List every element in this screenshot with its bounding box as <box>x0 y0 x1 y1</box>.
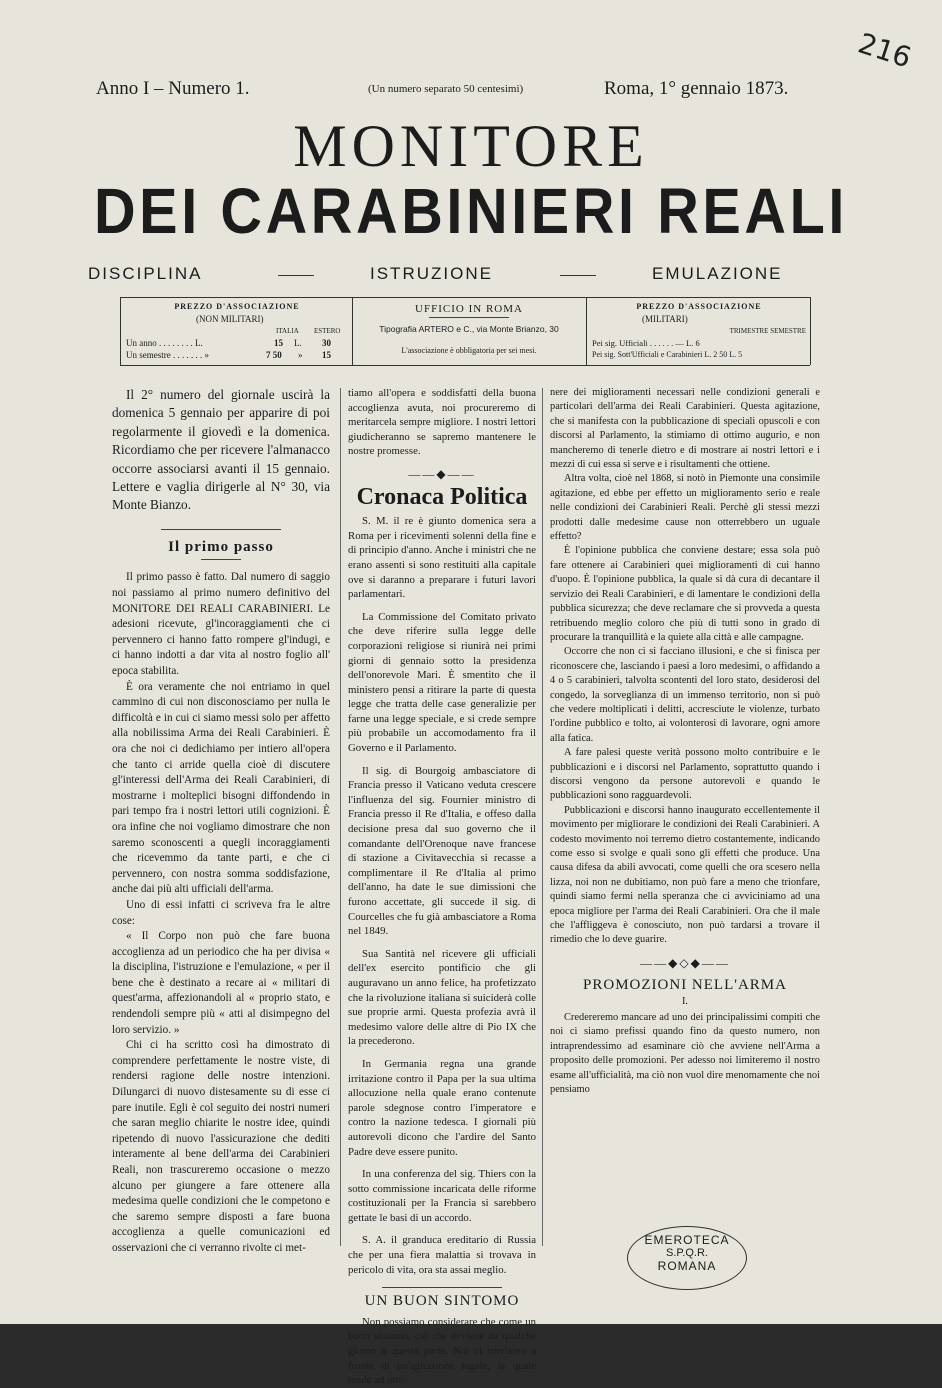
news-item: In Germania regna una grande irritazione contro il Papa per la sua ultima allocuzione nella quale erano contenute parole sdegnose contro l'imperatore e contro la nazione tedesca. I giornali più autorevoli dicono che l'ardire del Santo Padre deve essere punito. <box>348 1057 536 1158</box>
motto-divider <box>278 275 314 276</box>
ornament-divider: ——◆◇◆—— <box>640 955 730 970</box>
article-paragraph: È l'opinione pubblica che conviene destare; essa sola può fare ottenere ai Carabinieri quei miglioramenti di cui hanno d'uopo. È l'opinione pubblica, la quale si dà cura di decantare il servizio dei Reali Carabinieri, e di lamentare le condizioni della pubblica sicurezza; che deve reclamare che si provveda a questa retribuendo meglio coloro che più di tutti sono in grado di procurare la tranquillità e la quiete alla città e alle campagne. <box>550 545 820 643</box>
article-paragraph: È ora veramente che noi entriamo in quel cammino di cui non disconosciamo per nulla le difficoltà e in cui ci siamo messi solo per affetto alla nobilissima Arma dei Reali Carabinieri. È ora che noi ci dedichiamo per intiero all'opera che tanto ci arride quella cioè di discutere gl'interessi dell'Arma dei Reali Carabinieri, di mostrarne i molteplici bisogni diffondendo in pari tempo fra i nostri lettori utili cognizioni. È ora infine che noi vogliamo dimostrare che non saremo sconoscenti a quegli incoraggiamenti che ricevemmo da tante parti, e che ci pervennero, con nostra somma soddisfazione, anche dai più alti ufficiali dell'arma. <box>112 680 330 896</box>
box-divider-rule <box>586 297 587 365</box>
office-address: Tipografia ARTERO e C., via Monte Brianzo, 30 <box>379 324 559 334</box>
price-civilian-heading: PREZZO D'ASSOCIAZIONE <box>174 302 300 311</box>
row-semester-estero: 15 <box>322 350 331 360</box>
article-quote: « Il Corpo non può che fare buona accoglienza ad un periodico che ha per divisa « la disciplina, l'istruzione e l'emulazione, « per il bene che è destinato a recare ai « militari di quest'arma, affezionandoli al « proprio stato, e rendendoli sempre più « atti al disimpegno del loro servizio. » <box>112 930 330 1036</box>
office-info <box>358 303 580 357</box>
motto-instruction: ISTRUZIONE <box>370 264 493 283</box>
article-heading-cronaca: Cronaca Politica <box>356 483 528 510</box>
column-1 <box>112 386 330 1257</box>
article-continuation: nere dei miglioramenti necessari nelle condizioni generali e particolari dell'arma dei Reali Carabinieri. Questa agitazione, che si manifesta con la pubblicazione di speciali opuscoli e con discorsi al Parlamento, la stimiamo di ottimo augurio, e non mancheremo di tenerle dietro e di mostrare ai nostri lettori e i mezzi di cui essa si serve e i risultamenti che ottiene. <box>550 387 820 471</box>
heading-rule <box>201 559 241 560</box>
row-year-currency: L. <box>294 338 302 348</box>
row-year-italia: 15 <box>274 338 283 348</box>
library-stamp <box>627 1226 747 1290</box>
column-3 <box>550 386 820 1098</box>
row-year-estero: 30 <box>322 338 331 348</box>
col-estero: ESTERO <box>314 327 341 335</box>
article-paragraph: Chi ci ha scritto così ha dimostrato di comprendere perfettamente le nostre viste, di rendersi ragione delle nostre intenzioni. Dilungarci di nuovo distesamente su di esse ci pare inutile. Egli è col seguito dei nostri numeri che saran meglio chiarite le nostre idee, quindi ripetendo di nuovo l'assicurazione che dediti interamente al bene dell'arma dei Carabinieri Reali, non trascureremo occasione o mezzo alcuno per giungere a fare ottenere alla medesima quelle condizioni che le competono e che saremo sempre disposti a fare buona accoglienza a quelle comunicazioni ed osservazioni che ci verranno rivolte ci met- <box>112 1039 330 1254</box>
article-paragraph: Credereremo mancare ad uno dei principalissimi compiti che noi ci siamo prefissi quando fino da questo numero, non intraprendessimo ad esaminare ciò che avviene nell'Arma a proposito delle promozioni. Per adesso noi limiteremo il nostro esame all'ufficialità, ma ciò non vuol dire menomamente che noi pensiamo <box>550 1012 820 1096</box>
column-separator <box>340 388 341 1246</box>
article-paragraph: Uno di essi infatti ci scriveva fra le altre cose: <box>112 898 330 927</box>
office-note: L'associazione è obbligatoria per sei mesi. <box>401 346 537 355</box>
stamp-line3: ROMANA <box>657 1259 717 1273</box>
masthead-title-line1: MONITORE <box>293 113 649 179</box>
news-item: Il sig. di Bourgoig ambasciatore di Francia presso il Vaticano veduta crescere l'influenza del sig. Fournier ministro di Francia presso il Re d'Italia, e offeso dalla decisione presa dal suo governo che il comandante dell'Orenoque nave francese di stazione a Civitavecchia si recasse a complimentare il Re d'Italia al primo dell'anno, ha date le sue dimissioni che furono accettate, gli succede il sig. di Courcelles che fu già ambasciatore a Roma nel 1849. <box>348 764 536 938</box>
article-continuation: tiamo all'opera e soddisfatti della buona accoglienza avuta, noi procureremo di meritarcela sempre migliore. I nostri lettori giudicheranno se sapremo mantenere le nostre promesse. <box>348 387 536 458</box>
motto-divider <box>560 275 596 276</box>
column-2 <box>348 386 536 1388</box>
issue-date: Roma, 1° gennaio 1873. <box>604 78 789 99</box>
section-rule <box>161 529 281 530</box>
issue-number: Anno I – Numero 1. <box>96 78 250 99</box>
article-heading-promozioni: PROMOZIONI NELL'ARMA <box>583 977 787 994</box>
box-top-rule <box>120 297 810 298</box>
next-issue-notice: Il 2° numero del giornale uscirà la domenica 5 gennaio per apparire di poi regolarmente il giovedì e la domenica. Ricordiamo che per ricevere l'almanacco occorre associarsi avanti il 15 gennaio. Lettere e vaglia dirigerle al N° 30, via Monte Bianzo. <box>112 387 330 513</box>
article-paragraph: Pubblicazioni e discorsi hanno inaugurato eccellentemente il movimento per migliorare le condizioni dei Reali Carabinieri. A codesto movimento noi terremo dietro costantemente, indicando come esso si svolge e quali sono gli effetti che produce. Una causa difesa da abili avvocati, come quelli che ora scesero nella lizza, noi non ne dubitiamo, non può fare a meno che trionfare, quindi siamo fermi nella speranza che ci avviciniamo ad una epoca migliore per l'arma dei Reali Carabinieri. Ora che il male che l'affliggeva è conosciuto, non può tardarsi a trovare il rimedio che lo deve guarire. <box>550 804 820 946</box>
office-heading: UFFICIO IN ROMA <box>415 303 523 315</box>
office-ornament <box>429 317 509 318</box>
price-military <box>592 301 806 361</box>
box-left-rule <box>120 297 121 365</box>
ornament-divider: ——◆—— <box>408 466 476 481</box>
article-paragraph: Non possiamo considerare che come un buon sintomo, ciò che avviene da qualche giorno a questa parte. Noi ci troviamo a fronte di un'agitazione legale, la quale tende ad otte- <box>348 1315 536 1387</box>
row-semester-label: Un semestre . . . . . . . » <box>126 350 209 360</box>
row-semester-italia: 7 50 <box>266 350 282 360</box>
news-item: La Commissione del Comitato privato che deve riferire sulla legge delle corporazioni religiose si riunirà nei primi giorni di gennaio sotto la presidenza dell'onorevole Mari. È smentito che il ministero pensi a ritirare la parte di questa legge che tratta delle case generalizie per farne una legge speciale, e si crede sempre più probabile un accomodamento fra il Governo e il Parlamento. <box>348 610 536 755</box>
motto-emulation: EMULAZIONE <box>652 264 783 283</box>
news-item: Sua Santità nel ricevere gli ufficiali dell'ex esercito pontificio che gli auguravano un anno felice, ha profetizzato che la rivoluzione italiana si suiciderà colle sue proprie armi. Questa profezia avrà il medesimo valore delle altre di Pio IX che la precederono. <box>348 947 536 1048</box>
price-military-cols: TRIMESTRE SEMESTRE <box>729 327 806 335</box>
masthead-title-line2: DEI CARABINIERI REALI <box>93 175 849 247</box>
price-military-subheading: (MILITARI) <box>642 314 688 324</box>
price-civilian <box>126 301 348 361</box>
price-military-heading: PREZZO D'ASSOCIAZIONE <box>636 302 762 311</box>
column-separator <box>542 388 543 1246</box>
article-heading-buon-sintomo: UN BUON SINTOMO <box>364 1293 520 1310</box>
col-italia: ITALIA <box>276 327 299 335</box>
handwritten-page-number: 216 <box>854 26 916 75</box>
stamp-line2: S.P.Q.R. <box>666 1247 708 1259</box>
price-military-row1: Pei sig. Ufficiali . . . . . . — L. 6 <box>592 338 700 348</box>
news-item: S. M. il re è giunto domenica sera a Roma per i ricevimenti solenni della fine e di principio d'anno. Anche i ministri che ne erano assenti si sono restituiti alla capitale ove si daranno a preparare i futuri lavori parlamentari. <box>348 515 536 601</box>
article-heading-primo-passo: Il primo passo <box>168 538 274 555</box>
price-civilian-subheading: (NON MILITARI) <box>196 314 264 324</box>
article-paragraph: Il primo passo è fatto. Dal numero di saggio noi passiamo al primo numero definitivo del MONITORE DEI REALI CARABINIERI. Le adesioni ricevute, gl'incoraggiamenti che ci pervennero ci hanno fatto rompere gl'indugi, e ci hanno indotti a dar vita al nostro foglio all' epoca stabilita. <box>112 571 330 677</box>
motto-discipline: DISCIPLINA <box>88 264 203 283</box>
box-right-rule <box>810 297 811 365</box>
news-item: S. A. il granduca ereditario di Russia che per una fiera malattia si trovava in pericolo di vita, ora sta assai meglio. <box>348 1234 536 1276</box>
price-military-row2: Pei sig. Sott'Ufficiali e Carabinieri L. 2 50 L. 5 <box>592 350 743 359</box>
article-paragraph: Altra volta, cioè nel 1868, si notò in Piemonte una consimile agitazione, ed ebbe per effetto un miglioramento serio e reale nelle condizioni dei Carabinieri Reali. Perchè gli stessi mezzi prodotti dalle medesime cause non otterrebbero un uguale effetto? <box>550 473 820 543</box>
single-issue-price: (Un numero separato 50 centesimi) <box>368 83 524 95</box>
box-bottom-rule <box>120 365 810 366</box>
news-item: In una conferenza del sig. Thiers con la sotto commissione incaricata delle riforme costituzionali per la Francia si sarebbero gettate le basi di un accordo. <box>348 1168 536 1224</box>
stamp-line1: EMEROTECA <box>644 1233 730 1247</box>
row-year-label: Un anno . . . . . . . . L. <box>126 338 203 348</box>
section-rule <box>382 1287 502 1288</box>
row-semester-ditto: » <box>298 350 303 360</box>
box-divider-rule <box>352 297 353 365</box>
section-numeral: I. <box>681 995 689 1007</box>
article-paragraph: A fare palesi queste verità possono molto contribuire e le pubblicazioni e i discorsi nel Parlamento, soprattutto quando i discorsi vengono da persone autorevoli e quando le pubblicazioni sono ragguardevoli. <box>550 747 820 802</box>
article-paragraph: Occorre che non ci si facciano illusioni, e che si finisca per riconoscere che, lasciando i paesi a loro medesimi, o affidando a 4 o 5 carabinieri, talvolta scontenti del loro stato, desiderosi del congedo, la sorveglianza di un immenso territorio, non si può che vedere moltiplicati i delitti, accresciute le violenze, turbato l'ordine pubblico e tolto, ai volonterosi di lavorare, ogni amore alla fatica. <box>550 646 820 744</box>
